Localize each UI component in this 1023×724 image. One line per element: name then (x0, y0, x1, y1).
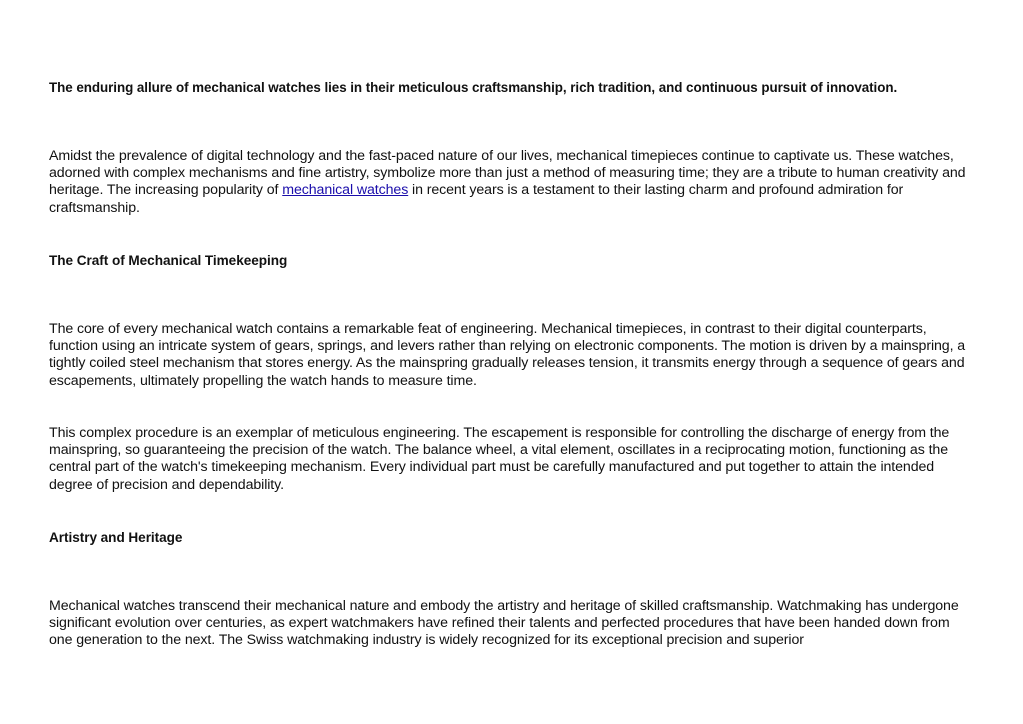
mechanical-watches-link[interactable]: mechanical watches (282, 182, 409, 199)
paragraph-intro-text-before-link: Amidst the prevalence of digital technology and the fast-paced nature of our lives, mechanical timepieces continue to captivate us. These watches, adorned with complex mechanisms and fine artistry, symbolize more than just a method of measuring time; they are a tribute to human creativity and heritage. The increasing popularity of (49, 148, 966, 199)
paragraph-artistry: Mechanical watches transcend their mechanical nature and embody the artistry and heritage of skilled craftsmanship. Watchmaking has undergone significant evolution over centuries, as expert watchmakers have refined their talents and perfected procedures that have been handed down from one generation to the next. The Swiss watchmaking industry is widely recognized for its exceptional precision and superior (49, 598, 959, 649)
section-heading-craft: The Craft of Mechanical Timekeeping (49, 253, 288, 268)
intro-sentence: The enduring allure of mechanical watches lies in their meticulous craftsmanship, rich tradition, and continuous pursuit of innovation. (49, 80, 898, 95)
paragraph-intro (49, 148, 973, 217)
section-heading-artistry: Artistry and Heritage (49, 530, 183, 545)
paragraph-engineering: The core of every mechanical watch contains a remarkable feat of engineering. Mechanical timepieces, in contrast to their digital counterparts, function using an intricate system of gears, springs, and levers rather than relying on electronic components. The motion is driven by a mainspring, a tightly coiled steel mechanism that stores energy. As the mainspring gradually releases tension, it transmits energy through a sequence of gears and escapements, ultimately propelling the watch hands to measure time. (49, 321, 966, 389)
paragraph-intro-text-after-link: in recent years is a testament to their lasting charm and profound admiration for craftsmanship. (49, 182, 904, 216)
paragraph-escapement: This complex procedure is an exemplar of meticulous engineering. The escapement is responsible for controlling the discharge of energy from the mainspring, so guaranteeing the precision of the watch. The balance wheel, a vital element, oscillates in a reciprocating motion, functioning as the central part of the watch's timekeeping mechanism. Every individual part must be carefully manufactured and put together to attain the intended degree of precision and dependability. (49, 425, 950, 493)
